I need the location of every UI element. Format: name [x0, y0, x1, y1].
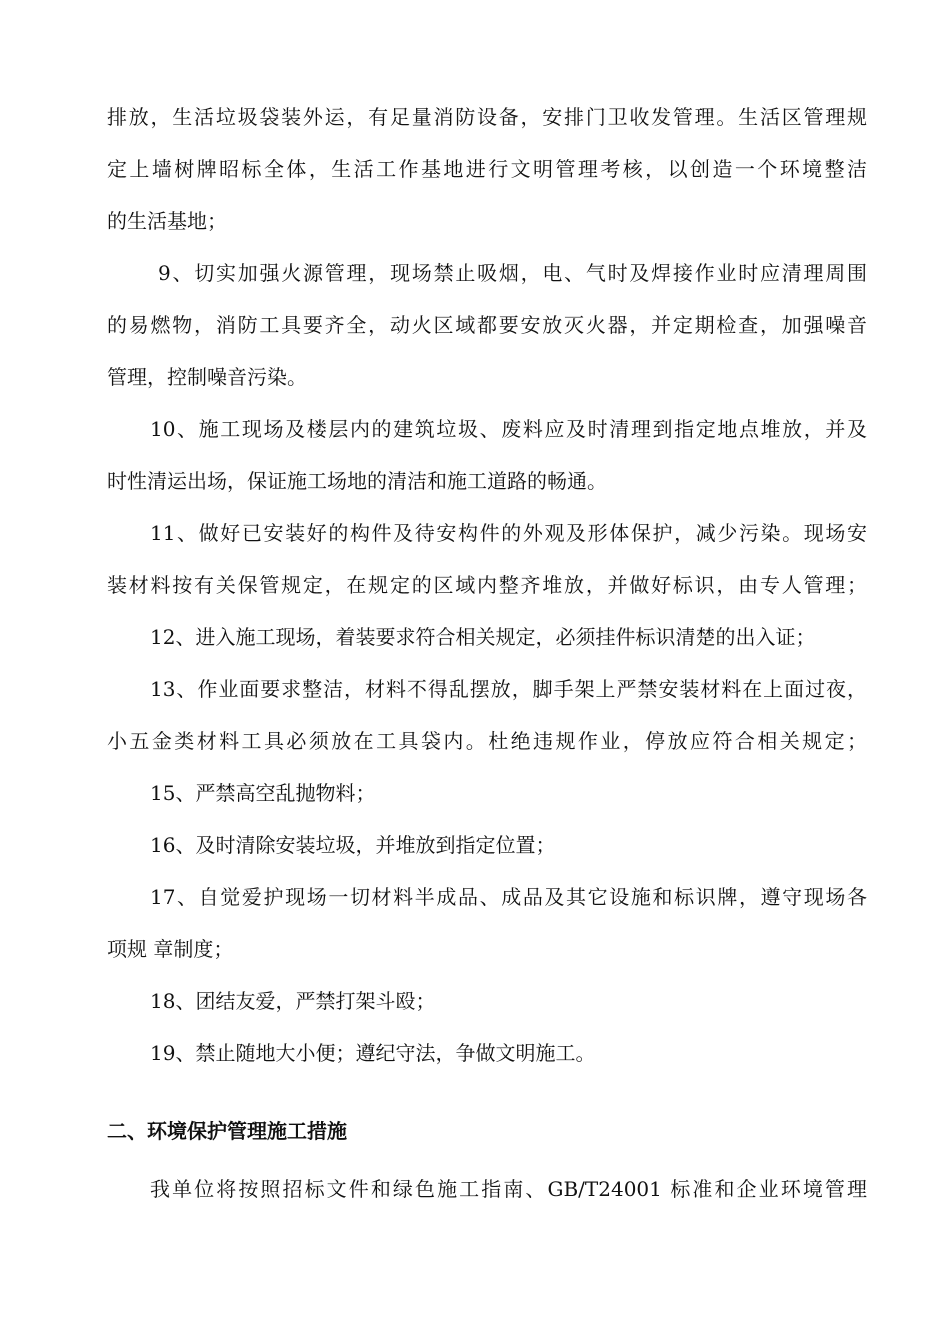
text-line: 管理，控制噪音污染。: [107, 365, 307, 389]
text-line: 9、切实加强火源管理，现场禁止吸烟，电、气时及焊接作业时应清理周围: [158, 261, 867, 285]
text-line: 12、进入施工现场，着装要求符合相关规定，必须挂件标识清楚的出入证；: [150, 625, 816, 649]
text-line: 的易燃物，消防工具要齐全，动火区域都要安放灭火器，并定期检查，加强噪音: [107, 313, 867, 337]
text-line: 13、作业面要求整洁，材料不得乱摆放，脚手架上严禁安装材料在上面过夜，: [150, 677, 867, 701]
text-line: 项规 章制度；: [107, 937, 234, 961]
text-line: 我单位将按照招标文件和绿色施工指南、GB/T24001 标准和企业环境管理: [150, 1177, 867, 1201]
text-line: 时性清运出场，保证施工场地的清洁和施工道路的畅通。: [107, 469, 607, 493]
text-line: 定上墙树牌昭标全体，生活工作基地进行文明管理考核，以创造一个环境整洁: [107, 157, 867, 181]
text-line: 18、团结友爱，严禁打架斗殴；: [150, 989, 436, 1013]
section-heading: 二、环境保护管理施工措施: [107, 1119, 347, 1143]
text-line: 16、及时清除安装垃圾，并堆放到指定位置；: [150, 833, 556, 857]
text-line: 小五金类材料工具必须放在工具袋内。杜绝违规作业，停放应符合相关规定；: [107, 729, 867, 753]
text-line: 19、禁止随地大小便；遵纪守法，争做文明施工。: [150, 1041, 596, 1065]
text-line: 的生活基地；: [107, 209, 227, 233]
text-line: 15、严禁高空乱抛物料；: [150, 781, 376, 805]
text-line: 10、施工现场及楼层内的建筑垃圾、废料应及时清理到指定地点堆放，并及: [150, 417, 867, 441]
text-line: 排放，生活垃圾袋装外运，有足量消防设备，安排门卫收发管理。生活区管理规: [107, 105, 867, 129]
text-line: 11、做好已安装好的构件及待安构件的外观及形体保护，减少污染。现场安: [150, 521, 867, 545]
text-line: 17、自觉爱护现场一切材料半成品、成品及其它设施和标识牌，遵守现场各: [150, 885, 867, 909]
text-line: 装材料按有关保管规定，在规定的区域内整齐堆放，并做好标识，由专人管理；: [107, 573, 867, 597]
